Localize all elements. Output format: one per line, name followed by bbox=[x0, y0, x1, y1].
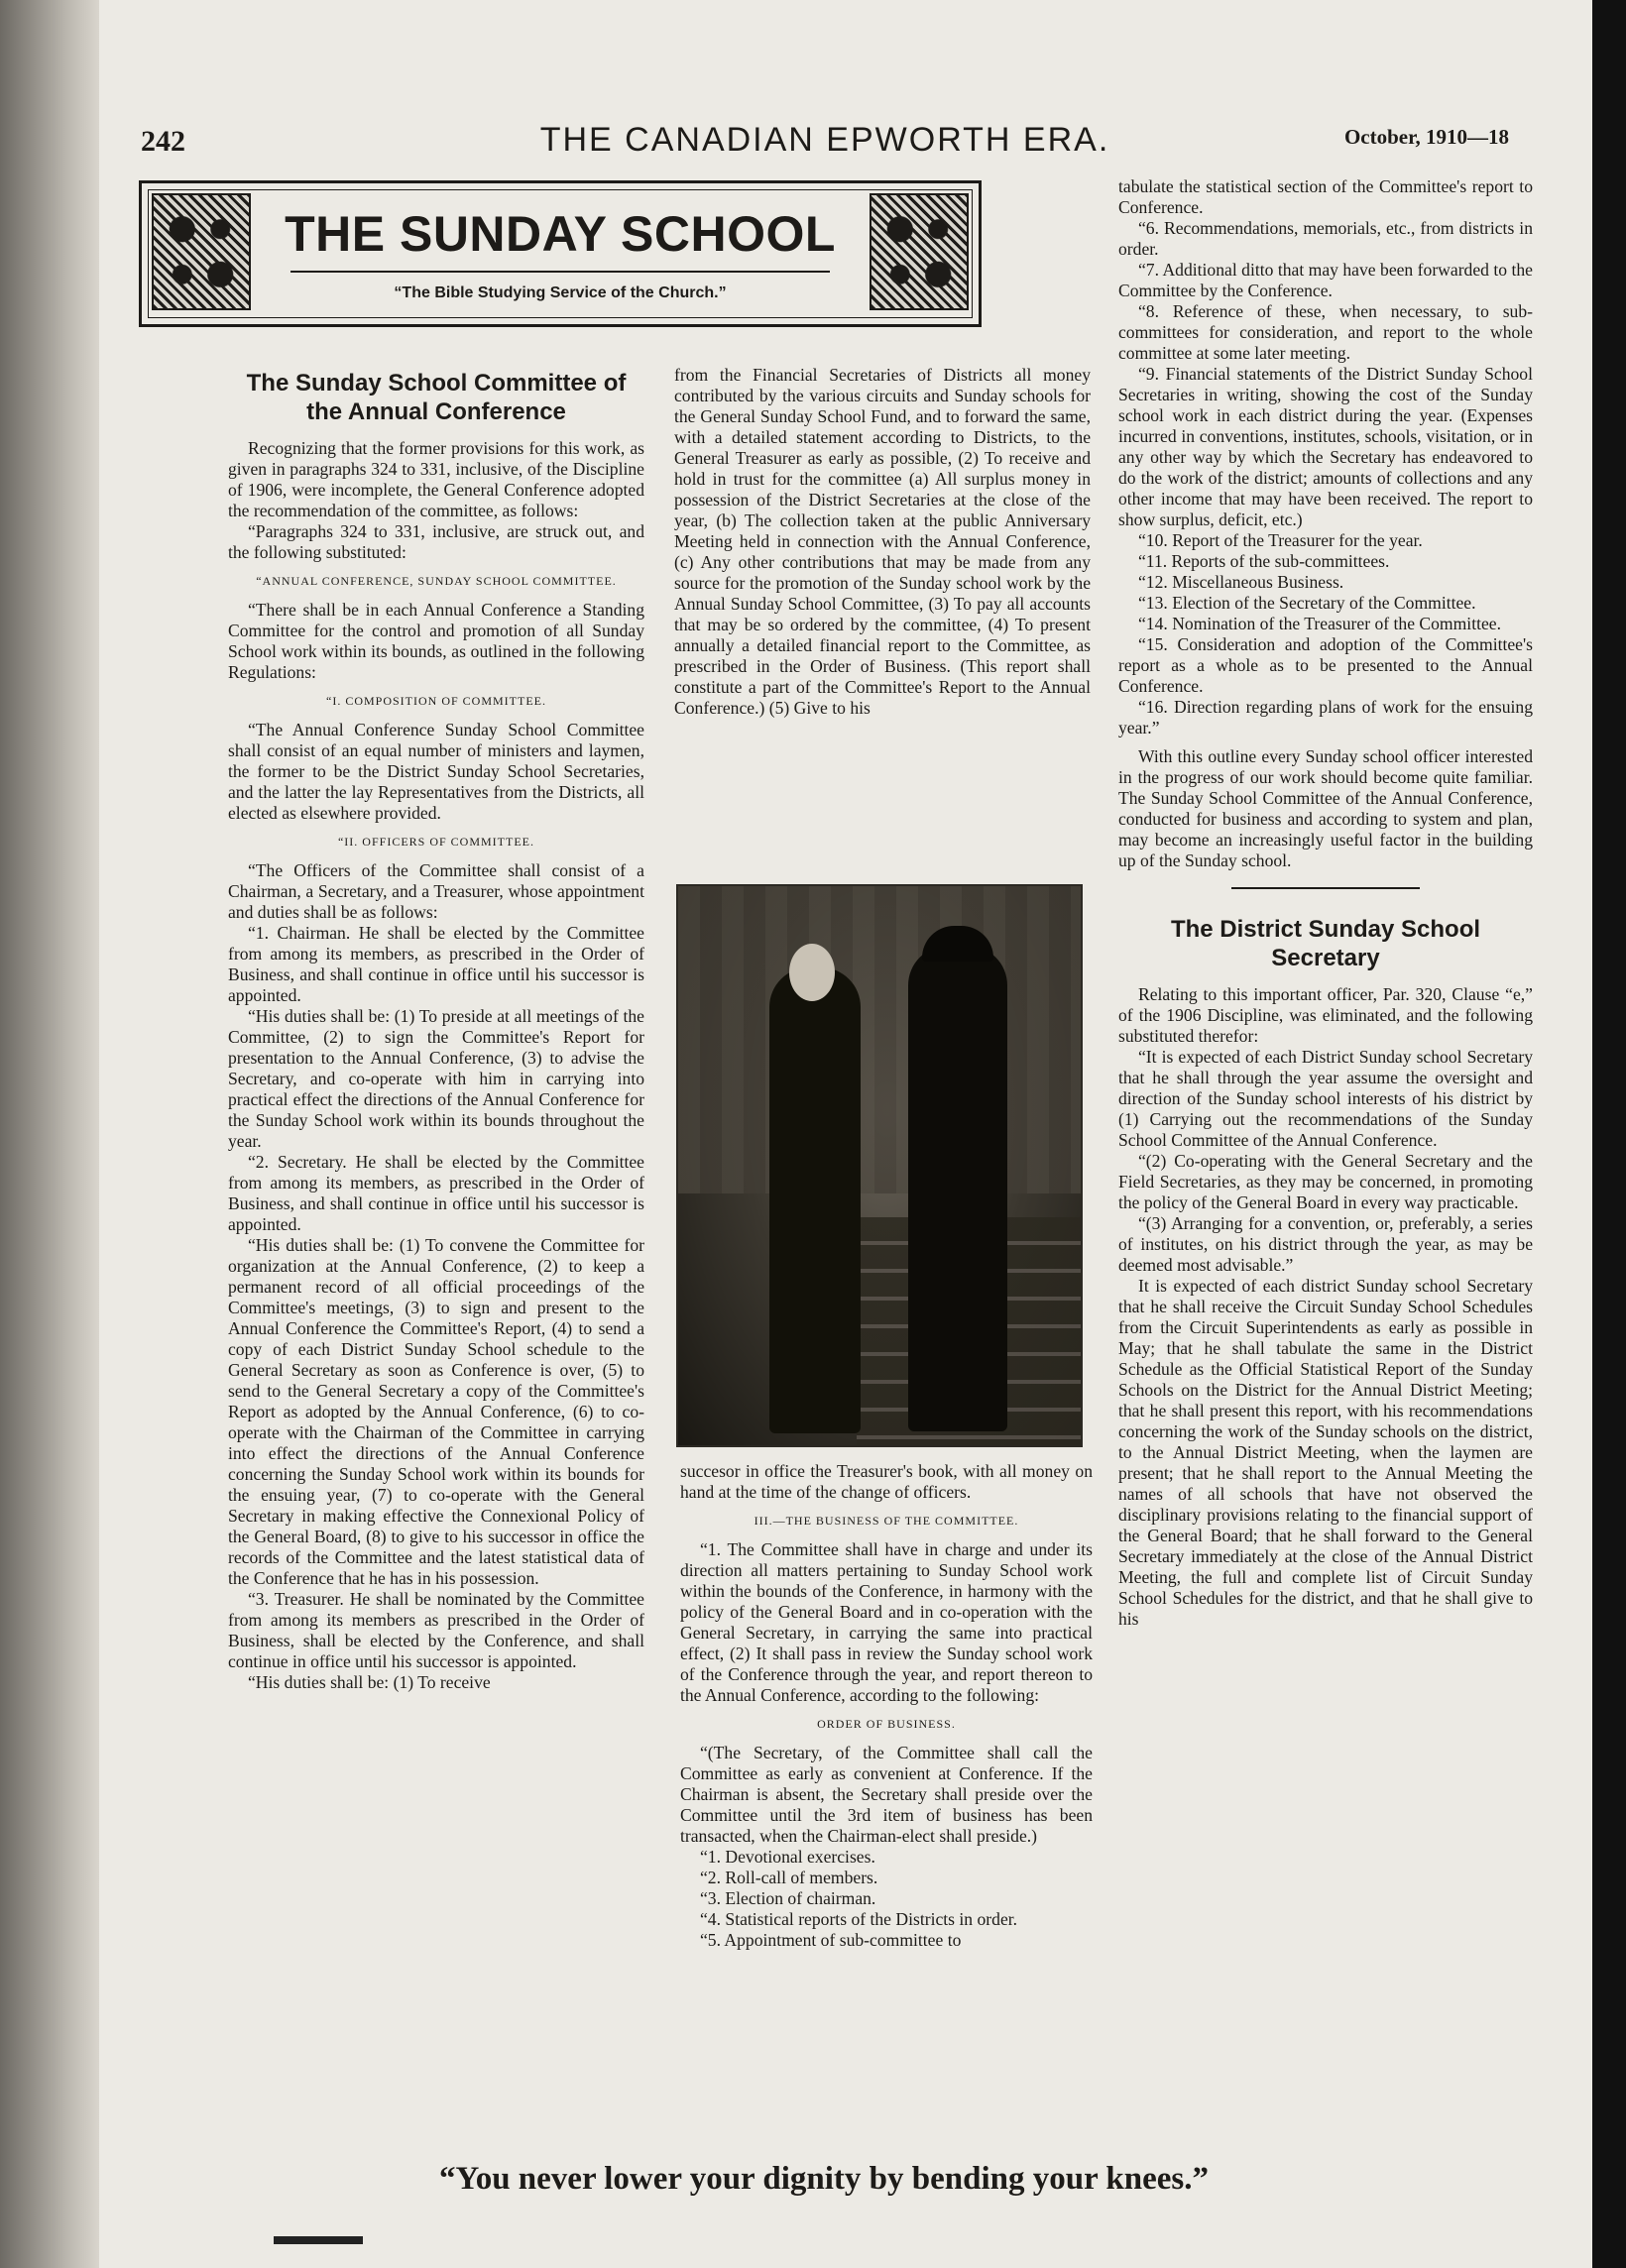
photograph-two-men bbox=[676, 884, 1083, 1447]
caption-officers: “II. OFFICERS OF COMMITTEE. bbox=[337, 835, 534, 849]
issue-date: October, 1910—18 bbox=[1343, 125, 1509, 149]
list-item: “7. Additional ditto that may have been forwarded to the Committee by the Conference. bbox=[1118, 260, 1533, 300]
list-item: “14. Nomination of the Treasurer of the Committee. bbox=[1138, 614, 1501, 633]
paragraph: With this outline every Sunday school officer interested in the progress of our work should become quite familiar. The Sunday School Committee of the Annual Conference, conducted for business and according to system and plan, may become an increasingly useful factor in the building up of the Sunday school. bbox=[1118, 746, 1533, 870]
ornament-right-icon bbox=[870, 193, 969, 310]
paragraph: from the Financial Secretaries of Districts all money contributed by the various circuits and Sunday schools for the General Sunday School Fund, and to forward the same, with a detailed statement according to Districts, to the General Treasurer as early as possible, (2) To receive and hold in trust for the committee (a) All surplus money in possession of the District Secretaries at the close of the year, (b) The collection taken at the public Anniversary Meeting held in connection with the Annual Conference, (c) Any other contributions that may be made from any source for the promotion of the Sunday school work by the Annual Sunday School Committee, (3) To pay all accounts that may be so ordered by the committee, (4) To present annually a detailed financial report to the Committee, as prescribed in the Order of Business. (This report shall constitute a part of the Committee's Report to the Annual Conference.) (5) Give to his bbox=[674, 365, 1091, 718]
list-item: “1. Devotional exercises. bbox=[700, 1847, 875, 1867]
column-1 bbox=[228, 369, 644, 1693]
list-item: “5. Appointment of sub-committee to bbox=[700, 1930, 962, 1950]
list-item: “3. Election of chairman. bbox=[700, 1888, 876, 1908]
paragraph: succesor in office the Treasurer's book, with all money on hand at the time of the change of officers. bbox=[680, 1461, 1093, 1502]
magazine-title: THE CANADIAN EPWORTH ERA. bbox=[539, 121, 1110, 159]
section-title: THE SUNDAY SCHOOL bbox=[285, 206, 836, 262]
list-item: “2. Roll-call of members. bbox=[700, 1868, 878, 1887]
scan-border bbox=[1592, 0, 1626, 2268]
article-divider bbox=[1231, 887, 1420, 889]
list-item: “16. Direction regarding plans of work for the ensuing year.” bbox=[1118, 697, 1533, 737]
paragraph: “2. Secretary. He shall be elected by the Committee from among its members, as prescribed in the Order of Business, and shall continue in office until his successor is appointed. bbox=[228, 1152, 644, 1234]
book-binding-edge bbox=[0, 0, 99, 2268]
caption-order-of-business: ORDER OF BUSINESS. bbox=[817, 1717, 956, 1731]
list-item: “15. Consideration and adoption of the Committee's report as a whole as to be presented to the Annual Conference. bbox=[1118, 634, 1533, 696]
paragraph: “There shall be in each Annual Conference a Standing Committee for the control and promotion of all Sunday School work within its bounds, as outlined in the following Regulations: bbox=[228, 600, 644, 682]
paragraph: Relating to this important officer, Par. 320, Clause “e,” of the 1906 Discipline, was eliminated, and the following substituted therefor: bbox=[1118, 984, 1533, 1046]
running-head bbox=[141, 121, 1509, 161]
paragraph: “His duties shall be: (1) To preside at all meetings of the Committee, (2) to sign the Committee's Report for presentation to the Annual Conference, (3) to advise the Secretary, and co-operate with him in carrying into practical effect the directions of the Annual Conference for the Sunday School work within its bounds throughout the year. bbox=[228, 1006, 644, 1151]
paragraph: “(3) Arranging for a convention, or, preferably, a series of institutes, on his district through the year, as may be deemed most advisable.” bbox=[1118, 1213, 1533, 1275]
list-item: “13. Election of the Secretary of the Committee. bbox=[1138, 593, 1476, 613]
paragraph: “His duties shall be: (1) To receive bbox=[248, 1672, 491, 1692]
footer-motto: “You never lower your dignity by bending your knees.” bbox=[439, 2161, 1209, 2197]
article-title-committee: The Sunday School Committee of the Annual Conference bbox=[246, 370, 627, 425]
paragraph: “(The Secretary, of the Committee shall call the Committee as early as convenient at Conference. If the Chairman is absent, the Secretary shall preside over the Committee until the 3rd item of business has been transacted, when the Chairman-elect shall preside.) bbox=[680, 1743, 1093, 1846]
paragraph: “It is expected of each District Sunday school Secretary that he shall through the year assume the oversight and direction of the Sunday school interests of his district by (1) Carrying out the recommendations of the Sunday School Committee of the Annual Conference. bbox=[1118, 1047, 1533, 1150]
list-item: “8. Reference of these, when necessary, to sub-committees for consideration, and report to the whole committee at some later meeting. bbox=[1118, 301, 1533, 363]
paragraph: “The Annual Conference Sunday School Committee shall consist of an equal number of ministers and laymen, the former to be the District Sunday School Secretaries, and the latter the lay Representatives from the Districts, all elected as elsewhere provided. bbox=[228, 720, 644, 823]
paragraph: “1. Chairman. He shall be elected by the Committee from among its members, as prescribed in the Order of Business, and shall continue in office until his successor is appointed. bbox=[228, 923, 644, 1005]
page-number: 242 bbox=[141, 125, 185, 158]
list-item: “10. Report of the Treasurer for the year. bbox=[1138, 530, 1423, 550]
column-2-bottom bbox=[680, 1461, 1093, 1951]
title-rule bbox=[290, 271, 830, 273]
caption-composition: “I. COMPOSITION OF COMMITTEE. bbox=[326, 694, 546, 708]
list-item: “11. Reports of the sub-committees. bbox=[1138, 551, 1390, 571]
column-3 bbox=[1118, 176, 1533, 1630]
paragraph: “His duties shall be: (1) To convene the Committee for organization at the Annual Conference, (2) to keep a permanent record of all official proceedings of the Committee's meetings, (3) to sign and present to the Annual Conference the Committee's Report, (4) to send a copy of each District Sunday School schedule to the General Secretary as soon as Conference is over, (5) to send to the General Secretary a copy of the Committee's Report as adopted by the Annual Conference, (6) to co-operate with the Chairman of the Committee in carrying into effect the directions of the Annual Conference concerning the Sunday School work within its bounds for the ensuing year, (7) to co-operate with the General Secretary in making effective the Connexional Policy of the General Board, (8) to give to his successor in office the records of the Committee and the latest statistical data of the Conference that he has in his possession. bbox=[228, 1235, 644, 1588]
ornament-left-icon bbox=[152, 193, 251, 310]
paragraph: “(2) Co-operating with the General Secretary and the Field Secretaries, as they may be concerned, in promoting the policy of the General Board in every way practicable. bbox=[1118, 1151, 1533, 1212]
print-mark bbox=[274, 2236, 363, 2244]
paragraph: It is expected of each district Sunday school Secretary that he shall receive the Circuit Sunday School Schedules from the Circuit Superintendents as early as possible in May; that he shall tabulate the same in the District Schedule as the Official Statistical Report of the Sunday Schools on the District for the Annual District Meeting; that he shall present this report, with his recommendations concerning the work of the Sunday schools on the district, to the Annual District Meeting, when the laymen are present; that he shall report to the Annual Meeting the names of all schools that have not observed the disciplinary provisions relating to the financial support of the General Board; that he shall forward to the General Secretary immediately at the close of the Annual District Meeting, the full and complete list of Circuit Sunday School Schedules for the district, and that he shall give to his bbox=[1118, 1276, 1533, 1629]
section-subtitle: “The Bible Studying Service of the Church.” bbox=[394, 284, 727, 301]
paragraph: “1. The Committee shall have in charge and under its direction all matters pertaining to Sunday School work within the bounds of the Conference, in harmony with the policy of the General Board and in co-operation with the General Secretary, in carrying the same into practical effect, (2) It shall pass in review the Sunday school work of the Conference through the year, and report thereon to the Annual Conference, according to the following: bbox=[680, 1539, 1093, 1705]
paragraph: Recognizing that the former provisions for this work, as given in paragraphs 324 to 331, inclusive, of the Discipline of 1906, were incomplete, the General Conference adopted the recommendation of the committee, as follows: bbox=[228, 438, 644, 520]
list-item: tabulate the statistical section of the Committee's report to Conference. bbox=[1118, 176, 1533, 217]
paragraph: “The Officers of the Committee shall consist of a Chairman, a Secretary, and a Treasurer, whose appointment and duties shall be as follows: bbox=[228, 860, 644, 922]
paragraph: “Paragraphs 324 to 331, inclusive, are struck out, and the following substituted: bbox=[228, 521, 644, 562]
list-item: “9. Financial statements of the District Sunday School Secretaries in writing, showing the cost of the Sunday school work in each district during the year. (Expenses incurred in conventions, institutes, schools, visitation, or in any other way by which the Secretary has endeavored to do the work of the district; amounts of collections and any other income that may have been received. The report to show surplus, deficit, etc.) bbox=[1118, 364, 1533, 529]
article-title-district-secretary: The District Sunday School Secretary bbox=[1170, 916, 1481, 971]
list-item: “4. Statistical reports of the Districts in order. bbox=[700, 1909, 1018, 1929]
caption-business: III.—THE BUSINESS OF THE COMMITTEE. bbox=[754, 1514, 1019, 1528]
list-item: “12. Miscellaneous Business. bbox=[1138, 572, 1344, 592]
column-2-top bbox=[674, 365, 1091, 719]
list-item: “6. Recommendations, memorials, etc., from districts in order. bbox=[1118, 218, 1533, 259]
section-banner bbox=[139, 180, 982, 327]
paragraph: “3. Treasurer. He shall be nominated by the Committee from among its members as prescribed in the Order of Business, shall be elected by the Conference, and shall continue in office until his successor is appointed. bbox=[228, 1589, 644, 1671]
caption-annual-conference: “ANNUAL CONFERENCE, SUNDAY SCHOOL COMMITTEE. bbox=[256, 574, 617, 588]
